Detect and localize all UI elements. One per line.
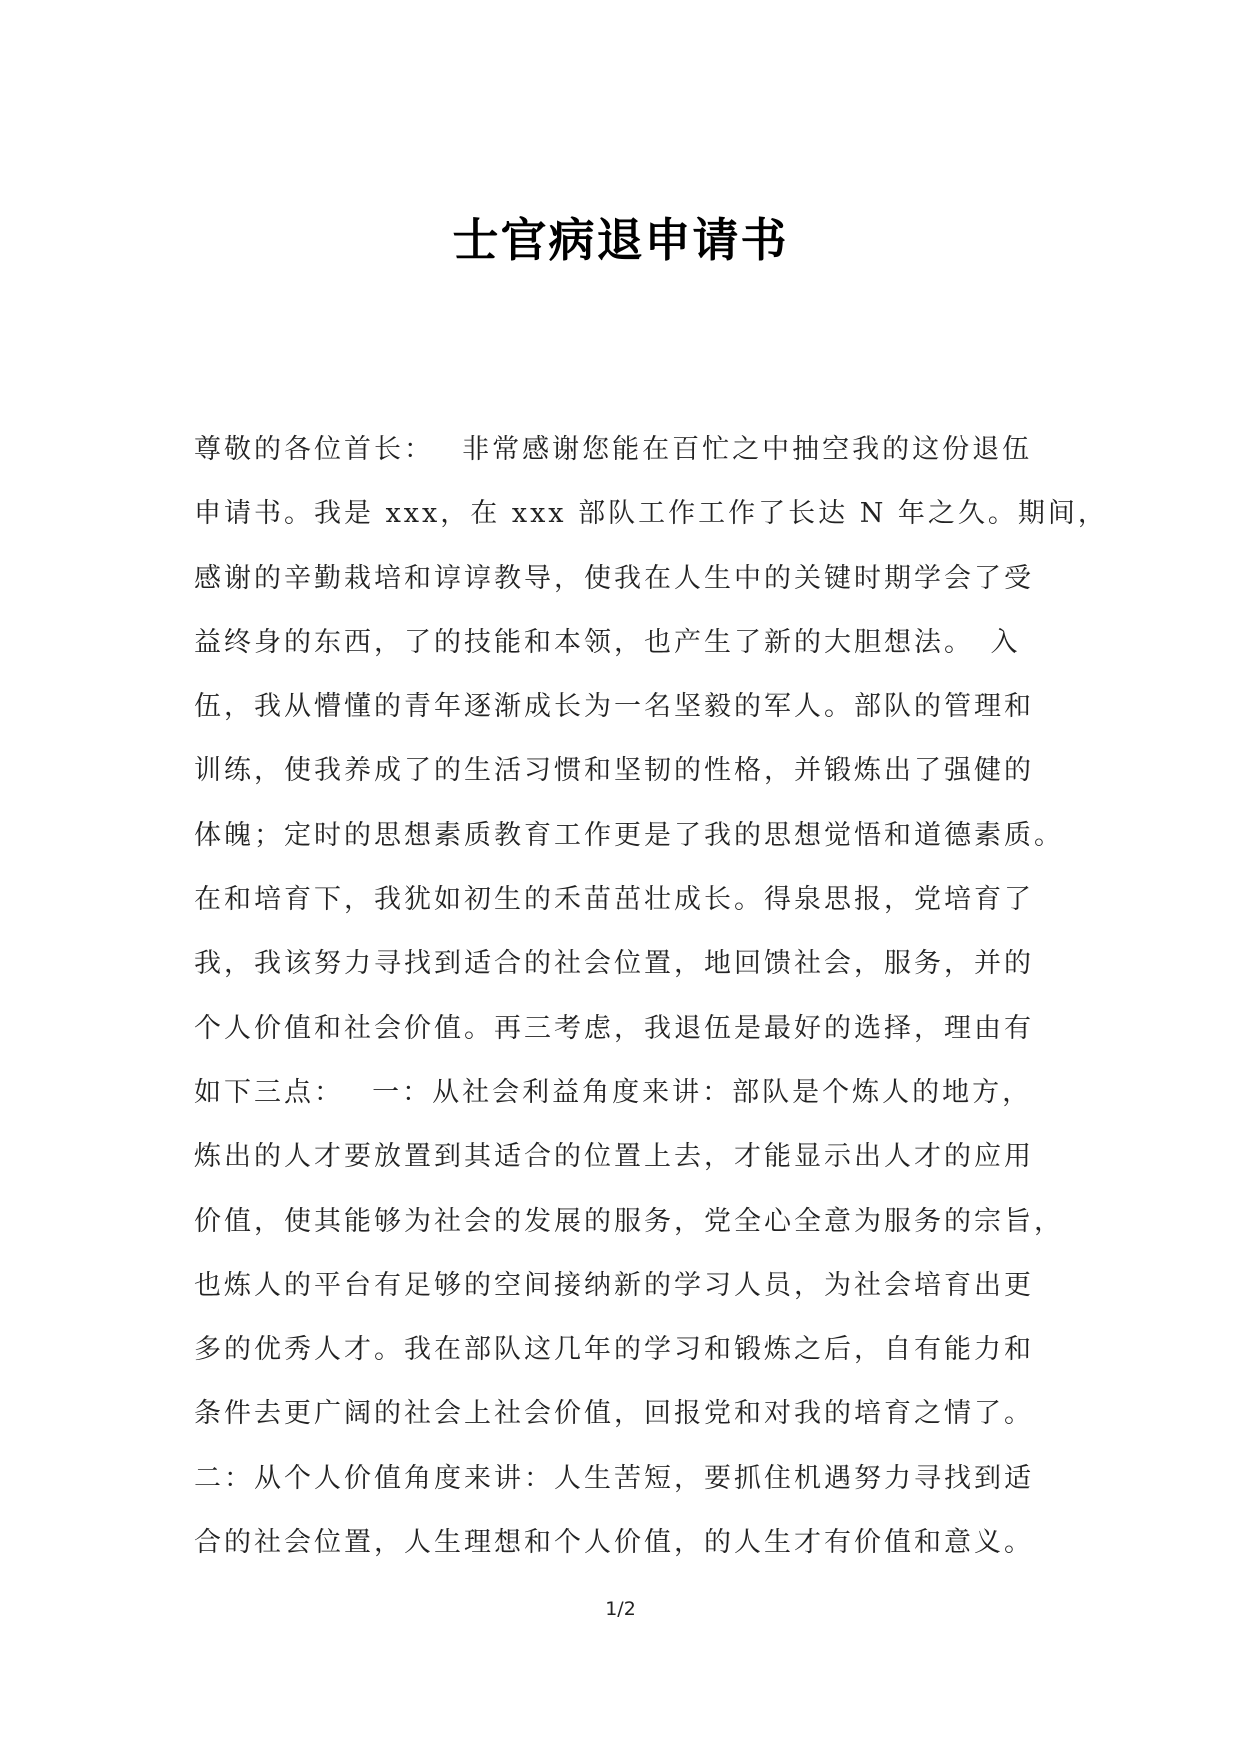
document-title: 士官病退申请书 (452, 213, 789, 267)
body-line: 个人价值和社会价值。再三考虑，我退伍是最好的选择，理由有 (194, 1012, 1034, 1044)
page-number: 1/2 (605, 1598, 636, 1620)
body-line: 在和培育下，我犹如初生的禾苗茁壮成长。得泉思报，党培育了 (194, 884, 1034, 916)
body-line: 二：从个人价值角度来讲：人生苦短，要抓住机遇努力寻找到适 (194, 1462, 1034, 1494)
body-line: 我，我该努力寻找到适合的社会位置，地回馈社会，服务，并的 (194, 948, 1034, 980)
body-line: 益终身的东西，了的技能和本领，也产生了新的大胆想法。 入 (194, 626, 1021, 658)
body-line: 条件去更广阔的社会上社会价值，回报党和对我的培育之情了。 (194, 1398, 1034, 1430)
body-line: 伍，我从懵懂的青年逐渐成长为一名坚毅的军人。部队的管理和 (194, 691, 1034, 723)
body-line: 多的优秀人才。我在部队这几年的学习和锻炼之后，自有能力和 (194, 1334, 1034, 1366)
body-line: 如下三点： 一：从社会利益角度来讲：部队是个炼人的地方， (194, 1076, 1033, 1108)
body-line: 炼出的人才要放置到其适合的位置上去，才能显示出人才的应用 (194, 1141, 1034, 1173)
body-line: 尊敬的各位首长： 非常感谢您能在百忙之中抽空我的这份退伍 (194, 434, 1033, 465)
body-line: 也炼人的平台有足够的空间接纳新的学习人员，为社会培育出更 (194, 1269, 1034, 1301)
body-line: 合的社会位置，人生理想和个人价值，的人生才有价值和意义。 (194, 1527, 1034, 1559)
body-line: 训练，使我养成了的生活习惯和坚韧的性格，并锻炼出了强健的 (194, 755, 1034, 787)
document-body (194, 418, 1108, 1575)
body-line: 价值，使其能够为社会的发展的服务，党全心全意为服务的宗旨， (194, 1205, 1064, 1237)
body-line: 感谢的辛勤栽培和谆谆教导，使我在人生中的关键时期学会了受 (194, 562, 1034, 594)
body-line: 体魄；定时的思想素质教育工作更是了我的思想觉悟和道德素质。 (194, 819, 1064, 851)
body-line: 申请书。我是 xxx，在 xxx 部队工作工作了长达 N 年之久。期间， (194, 498, 1108, 530)
